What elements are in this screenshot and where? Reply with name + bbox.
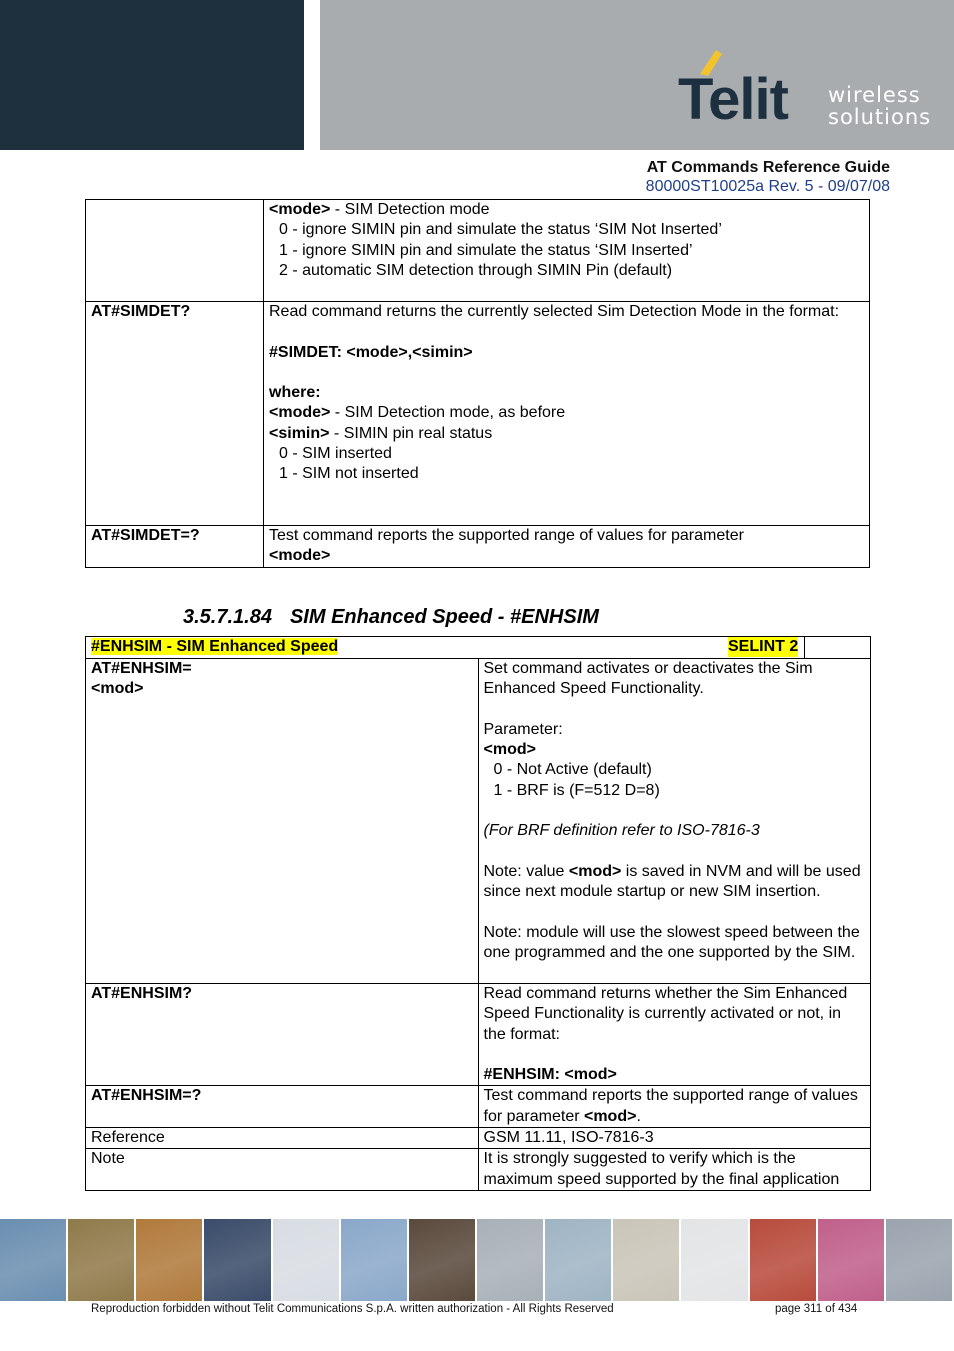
command-cell <box>86 659 479 984</box>
description-text: . <box>636 1107 641 1125</box>
logo-tagline-solutions: solutions <box>828 105 932 129</box>
brf-note: (For BRF definition refer to ISO-7816-3 <box>483 822 760 840</box>
header-dark-block <box>0 0 304 150</box>
command-text: AT#ENHSIM= <box>91 660 192 677</box>
param-label: <mod> <box>583 1107 637 1125</box>
description-cell <box>478 659 871 984</box>
command-text: <mod> <box>91 680 144 698</box>
description-text: Set command activates or deactivates the Sim Enhanced Speed Functionality. <box>483 660 813 698</box>
note-text: Note: module will use the slowest speed between the one programmed and the one supported by the SIM. <box>483 923 860 962</box>
description-text: Test command reports the supported range of values for parameter <box>483 1087 858 1125</box>
section-title: SIM Enhanced Speed - #ENHSIM <box>289 606 599 628</box>
param-desc: - SIM Detection mode, as before <box>330 404 566 422</box>
section-number: 3.5.7.1.84 <box>183 606 272 628</box>
page-number: page 311 of 434 <box>775 1303 858 1315</box>
doc-revision: 80000ST10025a Rev. 5 - 09/07/08 <box>645 178 890 195</box>
table-row <box>86 302 870 526</box>
table-row <box>86 526 870 568</box>
param-label: <mode> <box>269 547 331 565</box>
logo-tagline-wireless: wireless <box>828 83 921 107</box>
label-cell: Note <box>86 1149 479 1191</box>
footer-photo-tile <box>409 1219 477 1301</box>
note-text-part: Note: value <box>483 862 569 880</box>
response-format: #ENHSIM: <mod> <box>483 1066 617 1084</box>
footer-copyright: Reproduction forbidden without Telit Communications S.p.A. written authorization - All Rights Reserved <box>91 1303 614 1315</box>
table-title-cell <box>86 637 871 659</box>
value-cell: GSM 11.11, ISO-7816-3 <box>478 1128 871 1149</box>
command-cell <box>86 200 264 302</box>
note-text <box>484 862 866 903</box>
option-text: 0 - Not Active (default) <box>493 761 652 779</box>
param-desc: - SIMIN pin real status <box>329 424 493 442</box>
footer-photo-tile <box>681 1219 749 1301</box>
footer-photo-tile <box>0 1219 68 1301</box>
command-cell: AT#ENHSIM? <box>86 984 479 1086</box>
simdet-table <box>85 199 870 568</box>
description-cell <box>478 984 871 1086</box>
table-row <box>86 1086 871 1128</box>
command-cell: AT#SIMDET=? <box>86 526 264 568</box>
parameter-label: Parameter: <box>483 720 563 738</box>
option-text: 0 - ignore SIMIN pin and simulate the status ‘SIM Not Inserted’ <box>279 221 722 239</box>
selint-badge: SELINT 2 <box>728 637 798 657</box>
param-label: <simin> <box>269 424 330 442</box>
description-cell <box>478 1086 871 1128</box>
table-row <box>86 200 870 302</box>
option-text: 1 - ignore SIMIN pin and simulate the status ‘SIM Inserted’ <box>279 241 693 259</box>
param-label: <mode> <box>269 404 331 422</box>
command-cell: AT#SIMDET? <box>86 302 264 526</box>
table-title: #ENHSIM - SIM Enhanced Speed <box>91 638 339 655</box>
footer-photo-tile <box>204 1219 272 1301</box>
footer-photo-tile <box>68 1219 136 1301</box>
logo-brand-text: Telit <box>678 67 788 132</box>
param-label: <mode> <box>269 201 331 218</box>
param-label: <mod> <box>568 862 622 880</box>
option-text: 1 - BRF is (F=512 D=8) <box>493 781 660 799</box>
response-format: #SIMDET: <mode>,<simin> <box>269 343 473 361</box>
footer-photo-tile <box>613 1219 681 1301</box>
param-desc: - SIM Detection mode <box>330 201 490 218</box>
footer-photo-tile <box>886 1219 954 1301</box>
option-text: 1 - SIM not inserted <box>279 465 419 483</box>
description-text: Read command returns whether the Sim Enhanced Speed Functionality is currently activated or not, in the format: <box>483 985 848 1043</box>
description-cell <box>264 526 870 568</box>
footer-photo-tile <box>341 1219 409 1301</box>
footer-photo-tile <box>750 1219 818 1301</box>
footer-photo-tile <box>545 1219 613 1301</box>
table-row <box>86 1128 871 1149</box>
footer-photo-tile <box>136 1219 204 1301</box>
doc-title: AT Commands Reference Guide <box>646 159 890 176</box>
where-label: where: <box>269 384 321 402</box>
table-row <box>86 1149 871 1191</box>
description-cell <box>264 200 870 302</box>
note-text-part: is saved in NVM and will be used since next module startup or new SIM insertion. <box>483 862 861 901</box>
footer-image-strip <box>0 1219 954 1301</box>
label-cell: Reference <box>86 1128 479 1149</box>
param-label: <mod> <box>483 741 536 759</box>
option-text: 0 - SIM inserted <box>279 445 392 463</box>
table-title-row <box>86 637 871 659</box>
section-heading <box>183 606 599 629</box>
description-text: Test command reports the supported range of values for parameter <box>269 527 744 544</box>
telit-logo <box>676 46 936 132</box>
table-row <box>86 659 871 984</box>
command-cell: AT#ENHSIM=? <box>86 1086 479 1128</box>
table-row <box>86 984 871 1086</box>
option-text: 2 - automatic SIM detection through SIMIN Pin (default) <box>279 261 673 279</box>
value-cell: It is strongly suggested to verify which is the maximum speed supported by the final application <box>478 1149 871 1191</box>
footer-photo-tile <box>273 1219 341 1301</box>
description-text: Read command returns the currently selected Sim Detection Mode in the format: <box>269 303 840 320</box>
footer-photo-tile <box>477 1219 545 1301</box>
description-cell <box>264 302 870 526</box>
enhsim-table <box>85 636 871 1191</box>
footer-photo-tile <box>818 1219 886 1301</box>
title-divider <box>804 636 805 659</box>
